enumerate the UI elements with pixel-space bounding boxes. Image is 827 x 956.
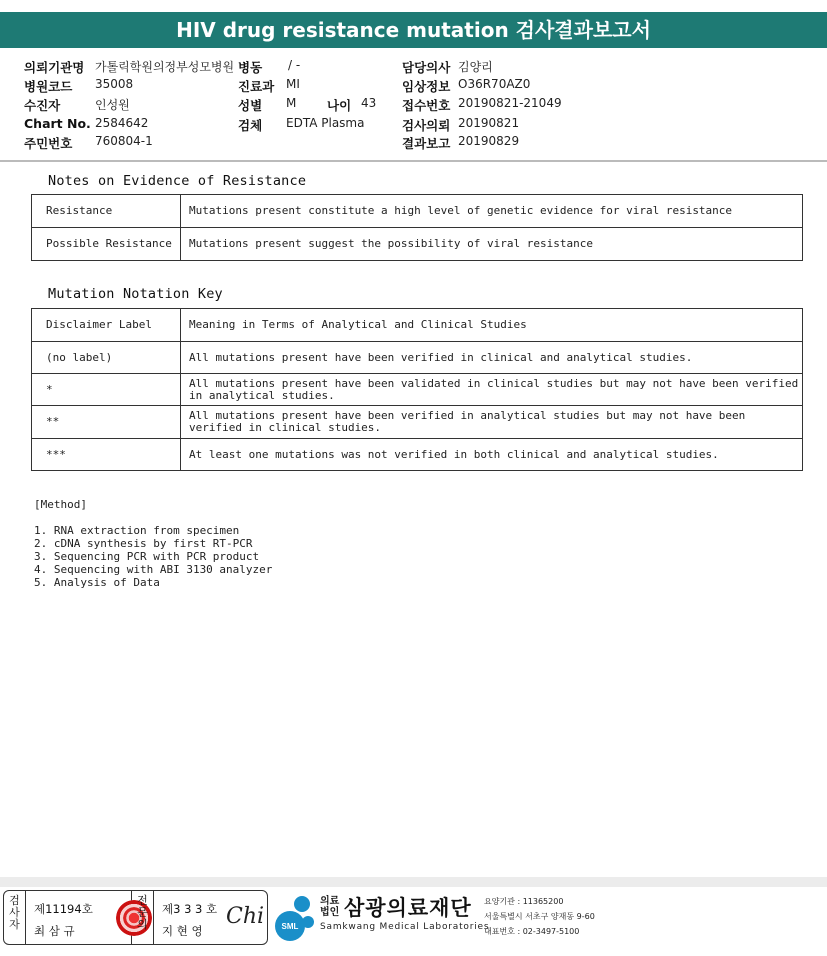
rrn-label: 주민번호 — [24, 136, 73, 151]
institution-value: 가톨릭학원의정부성모병원 — [95, 60, 235, 74]
clinical-label: 임상정보 — [402, 79, 451, 94]
org-phone: 대표번호 : 02-3497-5100 — [484, 927, 580, 936]
key-desc-cell: All mutations present have been validated in clinical studies but may not have been verified in analytical studies. — [181, 374, 803, 406]
institution-label: 의뢰기관명 — [24, 60, 85, 75]
examiner-number: 제11194호 — [34, 902, 93, 916]
handwritten-signature: Chi — [226, 904, 265, 929]
logo-text: SML — [281, 922, 299, 931]
mutation-key-table — [31, 308, 803, 471]
patient-info-section — [0, 56, 827, 162]
receipt-label: 접수번호 — [402, 98, 451, 113]
info-row-5 — [0, 134, 827, 152]
doctor-value: 김양리 — [458, 60, 493, 74]
clinical-value: O36R70AZ0 — [458, 77, 531, 91]
notes-table — [31, 194, 803, 261]
sex-label: 성별 — [238, 98, 263, 113]
info-row-2 — [0, 77, 827, 95]
doctor-label: 담당의사 — [402, 60, 451, 75]
age-value: 43 — [361, 96, 377, 110]
receipt-value: 20190821-21049 — [458, 96, 562, 110]
specimen-label: 검체 — [238, 118, 263, 133]
examiner-name: 최 삼 규 — [34, 924, 75, 938]
report-title: HIV drug resistance mutation 검사결과보고서 — [0, 12, 827, 48]
corp-label-1: 의료 — [320, 896, 340, 907]
org-code: 요양기관 : 11365200 — [484, 897, 564, 906]
report-label: 결과보고 — [402, 136, 451, 151]
method-step: 5. Analysis of Data — [34, 576, 160, 589]
specialist-side-label — [132, 891, 154, 944]
request-value: 20190821 — [458, 116, 520, 130]
examiner-side-label — [4, 891, 26, 944]
key-label-cell: (no label) — [32, 342, 181, 374]
table-row — [32, 439, 803, 471]
request-label: 검사의뢰 — [402, 118, 451, 133]
key-desc-cell: All mutations present have been verified in analytical studies but may not have been verified in clinical studies. — [181, 406, 803, 439]
method-step: 3. Sequencing PCR with PCR product — [34, 550, 260, 563]
org-english-name: Samkwang Medical Laboratories — [320, 922, 490, 932]
corp-type-label — [320, 896, 339, 918]
sex-value: M — [286, 96, 297, 110]
ward-value: / - — [288, 58, 301, 72]
notes-label-cell: Possible Resistance — [32, 228, 181, 261]
age-label: 나이 — [327, 98, 352, 113]
notes-desc-cell: Mutations present constitute a high level of genetic evidence for viral resistance — [181, 195, 803, 228]
notes-section-title: Notes on Evidence of Resistance — [48, 173, 307, 189]
key-desc-cell: All mutations present have been verified in clinical and analytical studies. — [181, 342, 803, 374]
hospital-code-value: 35008 — [95, 77, 134, 91]
org-address: 서울특별시 서초구 양재동 9-60 — [484, 912, 595, 921]
info-row-3 — [0, 96, 827, 114]
info-row-1 — [0, 58, 827, 76]
ward-label: 병동 — [238, 60, 263, 75]
dept-label: 진료과 — [238, 79, 275, 94]
table-row — [32, 228, 803, 261]
key-label-cell: Disclaimer Label — [32, 309, 181, 342]
info-row-4 — [0, 116, 827, 134]
method-step: 2. cDNA synthesis by first RT-PCR — [34, 537, 253, 550]
key-desc-cell: At least one mutations was not verified in both clinical and analytical studies. — [181, 439, 803, 471]
notes-desc-cell: Mutations present suggest the possibility of viral resistance — [181, 228, 803, 261]
chart-value: 2584642 — [95, 116, 149, 130]
examiner-side-text: 검사자 — [9, 894, 20, 931]
patient-value: 인성원 — [95, 98, 130, 112]
report-value: 20190829 — [458, 134, 520, 148]
org-name: 삼광의료재단 — [344, 896, 472, 920]
dept-value: MI — [286, 77, 300, 91]
table-row — [32, 374, 803, 406]
chart-label: Chart No. — [24, 116, 91, 131]
table-row — [32, 195, 803, 228]
examiner-cell — [26, 891, 132, 944]
patient-label: 수진자 — [24, 98, 61, 113]
sml-logo-icon — [272, 894, 318, 942]
corp-label-2: 법인 — [320, 907, 340, 918]
method-step: 4. Sequencing with ABI 3130 analyzer — [34, 563, 273, 576]
key-section-title: Mutation Notation Key — [48, 286, 223, 302]
key-label-cell: *** — [32, 439, 181, 471]
specialist-number: 제3 3 3 호 — [162, 902, 218, 916]
footer-divider — [0, 877, 827, 887]
hospital-code-label: 병원코드 — [24, 79, 73, 94]
rrn-value: 760804-1 — [95, 134, 153, 148]
specialist-side-text: 전문의 — [137, 894, 148, 931]
table-row — [32, 406, 803, 439]
notes-label-cell: Resistance — [32, 195, 181, 228]
table-row — [32, 342, 803, 374]
key-desc-cell: Meaning in Terms of Analytical and Clinical Studies — [181, 309, 803, 342]
specimen-value: EDTA Plasma — [286, 116, 365, 130]
key-label-cell: ** — [32, 406, 181, 439]
table-row — [32, 309, 803, 342]
specialist-name: 지 현 영 — [162, 924, 203, 938]
key-label-cell: * — [32, 374, 181, 406]
method-step: 1. RNA extraction from specimen — [34, 524, 240, 537]
method-section — [34, 498, 272, 589]
method-heading: [Method] — [34, 498, 87, 511]
